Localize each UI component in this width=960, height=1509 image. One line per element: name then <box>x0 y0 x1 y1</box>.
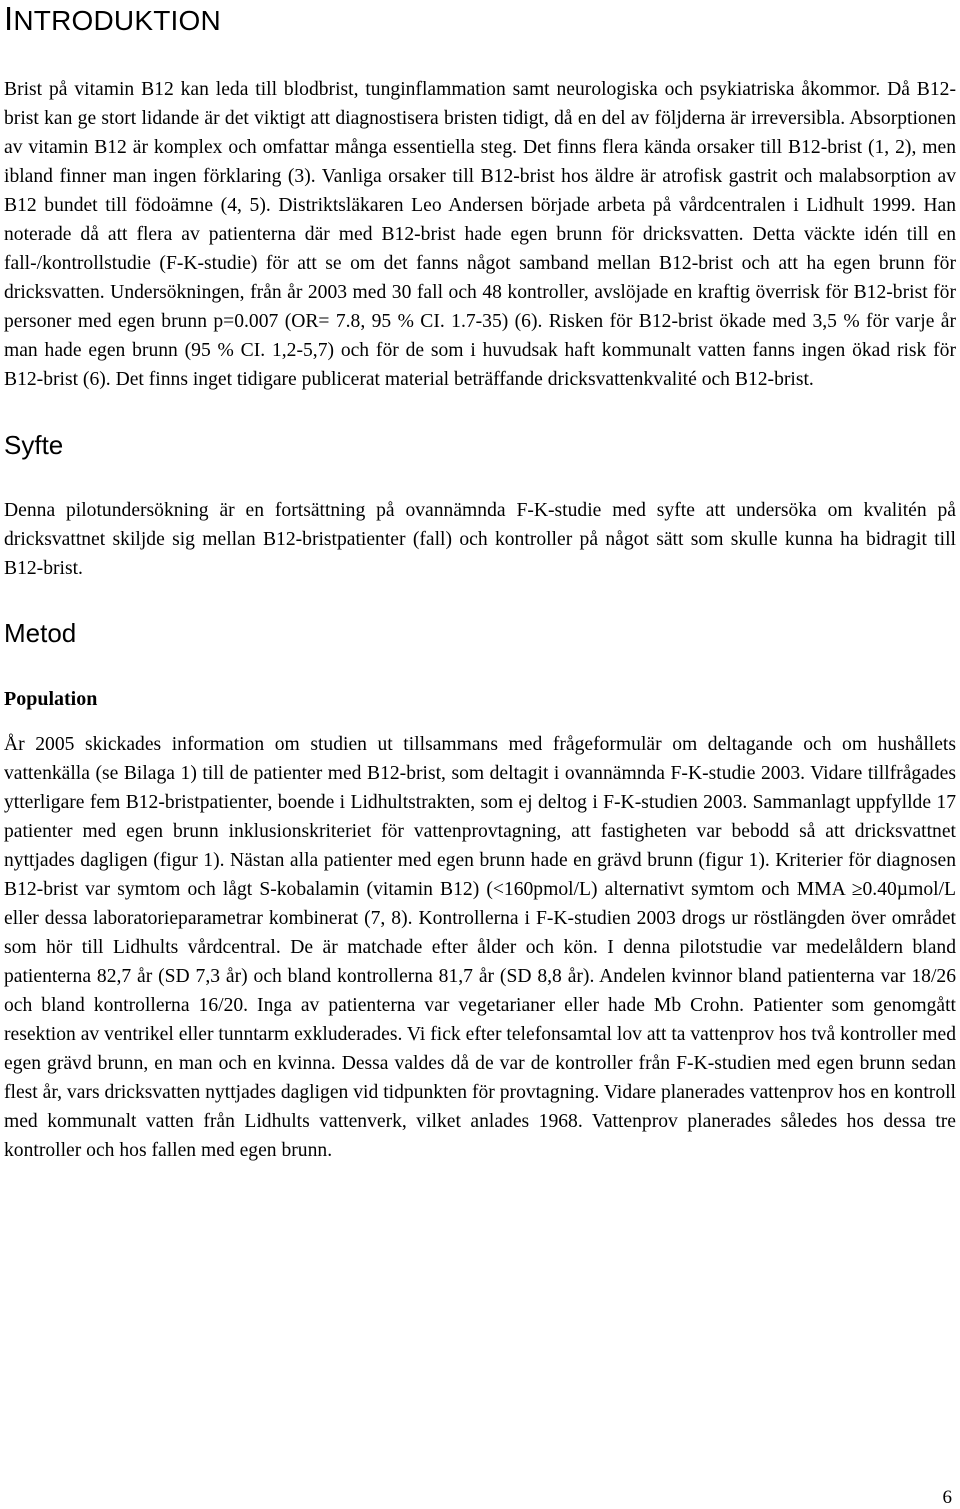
population-paragraph: År 2005 skickades information om studien ut tillsammans med frågeformulär om deltagande och om hushållets vattenkälla (se Bilaga 1) till de patienter med B12-brist, som deltagit i ovannämnda F-K-studie 2003. Vidare tillfrågades ytterligare fem B12-bristpatienter, boende i Lidhultstrakten, som ej deltog i F-K-studien 2003. Sammanlagt uppfyllde 17 patienter med egen brunn inklusionskriteriet för vattenprovtagning, att fastigheten var bebodd så att dricksvattnet nyttjades dagligen (figur 1). Nästan alla patienter med egen brunn hade en grävd brunn (figur 1). Kriterier för diagnosen B12-brist var symtom och lågt S-kobalamin (vitamin B12) (<160pmol/L) alternativt symtom och MMA ≥0.40µmol/L eller dessa laboratorieparametrar kombinerat (7, 8). Kontrollerna i F-K-studien 2003 drogs ur röstlängden över området som hör till Lidhults vårdcentral. De är matchade efter ålder och kön. I denna pilotstudie var medelåldern bland patienterna 82,7 år (SD 7,3 år) och bland kontrollerna 81,7 år (SD 8,8 år). Andelen kvinnor bland patienterna var 18/26 och bland kontrollerna 16/20. Inga av patienterna var vegetarianer eller hade Mb Crohn. Patienter som genomgått resektion av ventrikel eller tunntarm exkluderades. Vi fick efter telefonsamtal lov att ta vattenprov hos två kontroller med egen grävd brunn, en man och en kvinna. Dessa valdes då de var de kontroller från F-K-studien med egen brunn sedan flest år, vars dricksvatten nyttjades dagligen vid tidpunkten för provtagning. Vidare planerades vattenprov hos en kontroll med kommunalt vatten från Lidhults vattenverk, vilket anlades 1968. Vattenprov planerades således hos dessa tre kontroller och hos fallen med egen brunn. <box>4 734 956 1161</box>
syfte-heading: Syfte <box>4 430 64 460</box>
document-page <box>4 0 956 1165</box>
introduction-heading <box>4 0 956 37</box>
syfte-paragraph: Denna pilotundersökning är en fortsättning på ovannämnda F-K-studie med syfte att undersöka om kvalitén på dricksvattnet skiljde sig mellan B12-bristpatienter (fall) och kontroller på något sätt som skulle kunna ha bidragit till B12-brist. <box>4 500 956 579</box>
introduction-heading-initial: I <box>4 0 14 37</box>
introduction-heading-rest: NTRODUKTION <box>13 5 221 36</box>
introduction-paragraph: Brist på vitamin B12 kan leda till blodbrist, tunginflammation samt neurologiska och psykiatriska åkommor. Då B12-brist kan ge stort lidande är det viktigt att diagnostisera bristen tidigt, då en del av följderna är irreversibla. Absorptionen av vitamin B12 är komplex och omfattar många essentiella steg. Det finns flera kända orsaker till B12-brist (1, 2), men ibland finner man ingen förklaring (3). Vanliga orsaker till B12-brist hos äldre är atrofisk gastrit och malabsorption av B12 bundet till födoämne (4, 5). Distriktsläkaren Leo Andersen började arbeta på vårdcentralen i Lidhult 1999. Han noterade då att flera av patienterna där med B12-brist hade egen brunn för dricksvatten. Detta väckte idén till en fall-/kontrollstudie (F-K-studie) för att se om det fanns något samband mellan B12-brist och att ha egen brunn för dricksvatten. Undersökningen, från år 2003 med 30 fall och 48 kontroller, avslöjade en kraftig överrisk för B12-brist för personer med egen brunn p=0.007 (OR= 7.8, 95 % CI. 1.7-35) (6). Risken för B12-brist ökade med 3,5 % för varje år man hade egen brunn (95 % CI. 1,2-5,7) och för de som i huvudsak haft kommunalt vatten fanns ingen ökad risk för B12-brist (6). Det finns inget tidigare publicerat material beträffande dricksvattenkvalité och B12-brist. <box>4 79 956 390</box>
population-heading: Population <box>4 688 98 710</box>
metod-heading: Metod <box>4 618 77 648</box>
page-number: 6 <box>942 1487 952 1508</box>
